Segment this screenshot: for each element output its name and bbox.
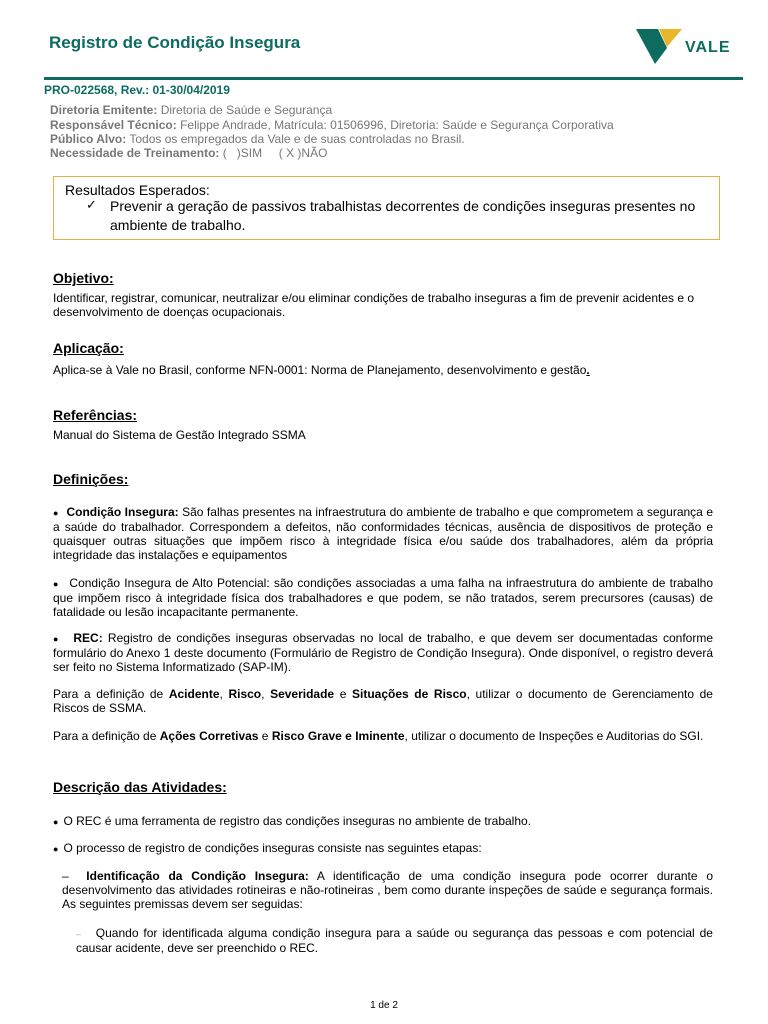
- activity-bullet-1: [53, 814, 713, 829]
- bullet-icon: ●: [53, 817, 64, 827]
- header-divider: [44, 77, 743, 80]
- definition-item-rec: [53, 631, 713, 674]
- activity-substep-1: [76, 926, 713, 955]
- aplicacao-text-body: Aplica-se à Vale no Brasil, conforme NFN-0001: Norma de Planejamento, desenvolvimento e gestão: [53, 363, 587, 377]
- note-text: e: [334, 687, 352, 701]
- note-term: Risco: [228, 687, 262, 701]
- step-text: A identificação de uma condição insegura pode ocorrer durante o desenvolvimento das atividades rotineiras e não-rotineiras , bem como durante inspeções de saúde e segurança formais. As seguintes premissas devem ser seguidas:: [62, 869, 713, 911]
- note-text: Para a definição de: [53, 687, 169, 701]
- substep-text: Quando for identificada alguma condição insegura para a saúde ou segurança das pessoas e com potencial de causar acidente, deve ser preenchido o REC.: [76, 926, 713, 955]
- note-text: ,: [219, 687, 229, 701]
- activity-text: O processo de registro de condições inseguras consiste nas seguintes etapas:: [63, 841, 482, 855]
- step-term: Identificação da Condição Insegura:: [86, 869, 309, 883]
- meta-publico-value: Todos os empregados da Vale e de suas controladas no Brasil.: [129, 132, 465, 146]
- definition-note-acoes: [53, 729, 713, 743]
- page-number: 1 de 2: [370, 1000, 398, 1011]
- note-text: ,: [261, 687, 271, 701]
- activity-bullet-2: [53, 841, 713, 856]
- vale-logo-mark-icon: [636, 26, 684, 66]
- definition-note-risco: [53, 687, 713, 715]
- expected-results-title: Resultados Esperados:: [65, 182, 210, 198]
- meta-treinamento-label: Necessidade de Treinamento:: [50, 146, 220, 160]
- vale-logo-text: VALE: [685, 39, 731, 56]
- aplicacao-text-end: .: [586, 363, 590, 377]
- referencias-text: Manual do Sistema de Gestão Integrado SSMA: [53, 428, 306, 442]
- definition-text: Registro de condições inseguras observadas no local de trabalho, e que devem ser documentadas conforme formulário do Anexo 1 deste documento (Formulário de Registro de Condição Insegura). Onde disponível, o registro deverá ser feito no Sistema Informatizado (SAP-IM).: [53, 631, 713, 674]
- section-heading-objetivo: Objetivo:: [53, 270, 114, 286]
- bullet-icon: ●: [53, 508, 67, 518]
- meta-diretoria-label: Diretoria Emitente:: [50, 103, 158, 117]
- note-text: Para a definição de: [53, 729, 160, 743]
- note-term: Acidente: [168, 687, 220, 701]
- section-heading-descricao: Descrição das Atividades:: [53, 779, 227, 795]
- activity-step-identificacao: [62, 869, 713, 911]
- note-term: Severidade: [270, 687, 335, 701]
- definition-term: REC:: [73, 631, 103, 645]
- activity-text: O REC é uma ferramenta de registro das condições inseguras no ambiente de trabalho.: [63, 814, 532, 828]
- bullet-icon: ●: [53, 844, 64, 854]
- meta-diretoria-value: Diretoria de Saúde e Segurança: [160, 103, 333, 117]
- meta-responsavel-label: Responsável Técnico:: [50, 118, 177, 132]
- note-term: Ações Corretivas: [159, 729, 259, 743]
- bullet-icon: ●: [53, 634, 74, 644]
- definition-text: Condição Insegura de Alto Potencial: são condições associadas a uma falha na infraestrutura do ambiente de trabalho que impõem risco à integridade física dos trabalhadores e que podem, se não tratados, serem precursores (causas) de fatalidade ou lesão incapacitante permanente.: [53, 576, 713, 619]
- note-text: e: [258, 729, 272, 743]
- note-text: , utilizar o documento de Gerenciamento de Riscos de SSMA.: [53, 687, 713, 715]
- meta-responsavel-value: Felippe Andrade, Matrícula: 01506996, Diretoria: Saúde e Segurança Corporativa: [180, 118, 614, 132]
- definition-item-condicao-insegura: [53, 505, 713, 562]
- document-code: PRO-022568, Rev.: 01-30/04/2019: [44, 83, 230, 97]
- note-term: Risco Grave e Iminente: [271, 729, 405, 743]
- meta-responsavel: [50, 118, 614, 132]
- objetivo-text: Identificar, registrar, comunicar, neutralizar e/ou eliminar condições de trabalho inseguras a fim de prevenir acidentes e o desenvolvimento de doenças ocupacionais.: [53, 291, 695, 319]
- section-heading-aplicacao: Aplicação:: [53, 340, 124, 356]
- definition-text: São falhas presentes na infraestrutura do ambiente de trabalho e que comprometem a segurança e a saúde do trabalhador. Correspondem a defeitos, não conformidades técnicas, ausência de dispositivos de proteção e quaisquer outras situações que impõem risco à integridade física e/ou saúde dos trabalhadores, além da própria integridade das instalações e equipamentos: [53, 505, 714, 562]
- expected-results-box: [53, 176, 720, 240]
- section-heading-definicoes: Definições:: [53, 471, 129, 487]
- dash-icon: –: [76, 929, 82, 939]
- note-text: , utilizar o documento de Inspeções e Auditorias do SGI.: [404, 729, 704, 743]
- definition-term: Condição Insegura:: [66, 505, 179, 519]
- document-title: Registro de Condição Insegura: [49, 33, 301, 52]
- definition-item-alto-potencial: [53, 576, 713, 619]
- meta-publico: [50, 132, 465, 146]
- expected-results-item: Prevenir a geração de passivos trabalhistas decorrentes de condições inseguras presentes no ambiente de trabalho.: [110, 198, 696, 233]
- meta-diretoria: [50, 103, 332, 117]
- section-heading-referencias: Referências:: [53, 407, 138, 423]
- dash-icon: –: [62, 869, 69, 883]
- checkmark-icon: ✓: [86, 197, 97, 212]
- vale-logo: [636, 26, 736, 66]
- aplicacao-text: [53, 363, 713, 377]
- note-term: Situações de Risco: [352, 687, 467, 701]
- meta-treinamento: [50, 146, 327, 160]
- meta-publico-label: Público Alvo:: [50, 132, 127, 146]
- meta-treinamento-value: ( )SIM ( X )NÃO: [222, 146, 328, 160]
- bullet-icon: ●: [53, 579, 70, 589]
